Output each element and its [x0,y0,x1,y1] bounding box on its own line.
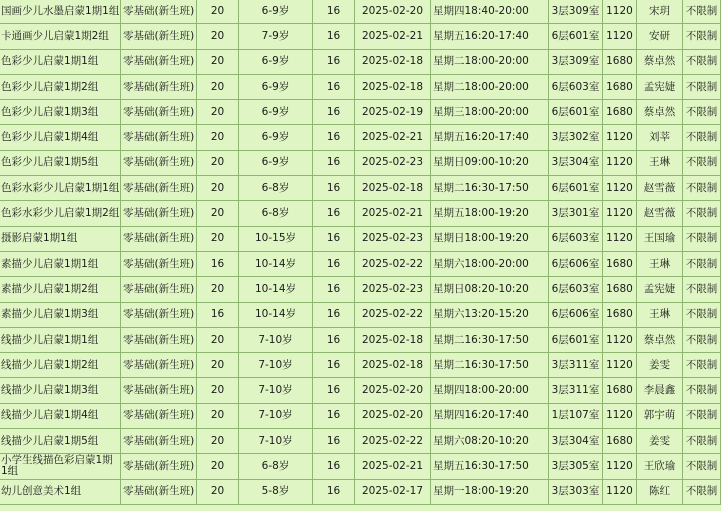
cell-course-name: 线描少儿启蒙1期1组 [0,327,121,352]
cell-course-name: 素描少儿启蒙1期3组 [0,302,121,327]
cell-teacher: 王国瑜 [637,226,683,251]
cell-limit: 不限制 [683,226,721,251]
cell-sessions: 16 [313,327,355,352]
cell-start-date: 2025-02-19 [355,100,431,125]
cell-capacity: 20 [197,201,239,226]
cell-start-date: 2025-02-23 [355,226,431,251]
cell-sessions: 16 [313,125,355,150]
cell-start-date: 2025-02-18 [355,74,431,99]
table-row [0,201,721,226]
cell-sessions: 16 [313,49,355,74]
cell-age-range: 5-8岁 [239,479,313,504]
cell-schedule: 星期五18:00-19:20 [431,201,549,226]
cell-fee: 1680 [603,49,637,74]
cell-fee: 1120 [603,403,637,428]
cell-fee: 1120 [603,201,637,226]
cell-schedule: 星期四16:20-17:40 [431,403,549,428]
cell-sessions: 16 [313,226,355,251]
cell-capacity: 20 [197,429,239,454]
cell-capacity: 20 [197,353,239,378]
cell-sessions: 16 [313,378,355,403]
cell-capacity: 16 [197,302,239,327]
cell-course-name: 色彩少儿启蒙1期1组 [0,49,121,74]
cell-age-range: 6-9岁 [239,49,313,74]
cell-teacher: 赵雪薇 [637,176,683,201]
cell-teacher: 陈红 [637,479,683,504]
cell-capacity: 20 [197,454,239,479]
cell-course-name: 色彩水彩少儿启蒙1期2组 [0,201,121,226]
cell-level: 零基础(新生班) [121,74,197,99]
cell-classroom: 3层304室 [549,429,603,454]
cell-course-name: 幼儿创意美术1组 [0,479,121,504]
cell-schedule: 星期四18:40-20:00 [431,0,549,24]
cell-limit: 不限制 [683,353,721,378]
cell-limit: 不限制 [683,327,721,352]
table-row [0,302,721,327]
cell-age-range: 7-10岁 [239,429,313,454]
cell-course-name: 色彩水彩少儿启蒙1期1组 [0,176,121,201]
cell-teacher: 孟宪婕 [637,277,683,302]
table-row [0,24,721,49]
cell-level: 零基础(新生班) [121,150,197,175]
cell-course-name: 线描少儿启蒙1期4组 [0,403,121,428]
cell-teacher: 王琳 [637,302,683,327]
cell-level: 零基础(新生班) [121,24,197,49]
cell-course-name: 卡通画少儿启蒙1期2组 [0,24,121,49]
cell-start-date: 2025-02-20 [355,403,431,428]
cell-limit: 不限制 [683,74,721,99]
cell-sessions: 16 [313,100,355,125]
cell-capacity: 20 [197,378,239,403]
cell-start-date: 2025-02-20 [355,378,431,403]
cell-classroom: 3层301室 [549,201,603,226]
cell-course-name: 色彩少儿启蒙1期5组 [0,150,121,175]
cell-schedule: 星期二18:00-20:00 [431,74,549,99]
cell-course-name: 线描少儿启蒙1期3组 [0,378,121,403]
cell-schedule: 星期日09:00-10:20 [431,150,549,175]
cell-schedule: 星期二18:00-20:00 [431,49,549,74]
cell-start-date: 2025-02-18 [355,353,431,378]
cell-limit: 不限制 [683,378,721,403]
cell-fee: 1120 [603,150,637,175]
cell-teacher: 王琳 [637,251,683,276]
cell-start-date: 2025-02-23 [355,150,431,175]
table-row [0,0,721,24]
cell-sessions: 16 [313,0,355,24]
cell-teacher: 姜雯 [637,429,683,454]
cell-fee: 1680 [603,251,637,276]
cell-fee: 1120 [603,353,637,378]
cell-start-date: 2025-02-21 [355,125,431,150]
cell-start-date: 2025-02-18 [355,327,431,352]
cell-course-name: 小学生线描色彩启蒙1期1组 [0,454,121,479]
cell-teacher: 赵雪薇 [637,201,683,226]
cell-teacher: 蔡卓然 [637,100,683,125]
table-row [0,125,721,150]
cell-classroom: 3层302室 [549,125,603,150]
cell-teacher: 蔡卓然 [637,327,683,352]
cell-fee: 1680 [603,378,637,403]
table-row [0,150,721,175]
cell-schedule: 星期三18:00-20:00 [431,100,549,125]
cell-fee: 1680 [603,277,637,302]
cell-limit: 不限制 [683,150,721,175]
cell-sessions: 16 [313,353,355,378]
cell-teacher: 王琳 [637,150,683,175]
cell-start-date: 2025-02-22 [355,429,431,454]
table-row [0,49,721,74]
cell-level: 零基础(新生班) [121,454,197,479]
cell-classroom: 3层309室 [549,49,603,74]
cell-capacity: 20 [197,150,239,175]
cell-start-date: 2025-02-18 [355,49,431,74]
cell-teacher: 宋玥 [637,0,683,24]
table-row [0,378,721,403]
cell-start-date: 2025-02-22 [355,251,431,276]
cell-limit: 不限制 [683,125,721,150]
cell-fee: 1120 [603,454,637,479]
cell-capacity: 20 [197,125,239,150]
cell-age-range: 6-9岁 [239,125,313,150]
cell-sessions: 16 [313,74,355,99]
cell-schedule: 星期六08:20-10:20 [431,429,549,454]
cell-sessions: 16 [313,201,355,226]
cell-course-name: 线描少儿启蒙1期2组 [0,353,121,378]
cell-schedule: 星期五16:30-17:50 [431,454,549,479]
cell-start-date: 2025-02-22 [355,302,431,327]
cell-classroom: 6层603室 [549,226,603,251]
cell-capacity: 20 [197,327,239,352]
cell-schedule: 星期一18:00-19:20 [431,479,549,504]
cell-level: 零基础(新生班) [121,176,197,201]
cell-start-date: 2025-02-21 [355,454,431,479]
cell-sessions: 16 [313,454,355,479]
cell-age-range: 7-10岁 [239,378,313,403]
cell-schedule: 星期六13:20-15:20 [431,302,549,327]
cell-schedule: 星期五16:20-17:40 [431,125,549,150]
cell-schedule: 星期日18:00-19:20 [431,226,549,251]
cell-classroom: 6层601室 [549,176,603,201]
cell-schedule: 星期二16:30-17:50 [431,176,549,201]
cell-capacity: 20 [197,74,239,99]
cell-fee: 1680 [603,429,637,454]
cell-schedule: 星期六18:00-20:00 [431,251,549,276]
cell-capacity: 20 [197,176,239,201]
cell-limit: 不限制 [683,24,721,49]
cell-level: 零基础(新生班) [121,403,197,428]
cell-limit: 不限制 [683,479,721,504]
cell-course-name: 色彩少儿启蒙1期4组 [0,125,121,150]
cell-sessions: 16 [313,176,355,201]
table-row [0,479,721,504]
cell-age-range: 6-9岁 [239,150,313,175]
cell-start-date: 2025-02-21 [355,24,431,49]
cell-course-name: 国画少儿水墨启蒙1期1组 [0,0,121,24]
cell-fee: 1120 [603,327,637,352]
cell-level: 零基础(新生班) [121,302,197,327]
cell-teacher: 蔡卓然 [637,49,683,74]
cell-teacher: 李晨鑫 [637,378,683,403]
cell-start-date: 2025-02-17 [355,479,431,504]
cell-classroom: 6层601室 [549,327,603,352]
table-row [0,74,721,99]
cell-limit: 不限制 [683,201,721,226]
cell-limit: 不限制 [683,454,721,479]
cell-classroom: 3层311室 [549,378,603,403]
cell-schedule: 星期二16:30-17:50 [431,327,549,352]
cell-age-range: 7-10岁 [239,353,313,378]
cell-sessions: 16 [313,429,355,454]
cell-teacher: 王欣瑜 [637,454,683,479]
cell-limit: 不限制 [683,302,721,327]
table-row [0,226,721,251]
cell-schedule: 星期五16:20-17:40 [431,24,549,49]
cell-age-range: 6-9岁 [239,0,313,24]
cell-capacity: 20 [197,100,239,125]
cell-sessions: 16 [313,24,355,49]
cell-schedule: 星期二16:30-17:50 [431,353,549,378]
cell-fee: 1680 [603,100,637,125]
cell-capacity: 20 [197,226,239,251]
cell-limit: 不限制 [683,429,721,454]
cell-course-name: 线描少儿启蒙1期5组 [0,429,121,454]
cell-level: 零基础(新生班) [121,327,197,352]
cell-sessions: 16 [313,150,355,175]
cell-limit: 不限制 [683,277,721,302]
cell-fee: 1120 [603,0,637,24]
cell-age-range: 6-8岁 [239,176,313,201]
table-row [0,251,721,276]
cell-level: 零基础(新生班) [121,378,197,403]
cell-course-name: 素描少儿启蒙1期2组 [0,277,121,302]
cell-teacher: 姜雯 [637,353,683,378]
cell-fee: 1120 [603,479,637,504]
cell-age-range: 7-10岁 [239,327,313,352]
cell-classroom: 6层603室 [549,74,603,99]
table-row [0,454,721,479]
cell-fee: 1120 [603,176,637,201]
cell-course-name: 摄影启蒙1期1组 [0,226,121,251]
cell-start-date: 2025-02-18 [355,176,431,201]
cell-age-range: 10-14岁 [239,277,313,302]
cell-age-range: 10-14岁 [239,251,313,276]
table-row [0,353,721,378]
cell-classroom: 6层606室 [549,302,603,327]
cell-level: 零基础(新生班) [121,429,197,454]
cell-age-range: 6-8岁 [239,201,313,226]
cell-sessions: 16 [313,302,355,327]
cell-classroom: 6层601室 [549,24,603,49]
cell-level: 零基础(新生班) [121,277,197,302]
table-row [0,100,721,125]
cell-capacity: 20 [197,24,239,49]
cell-age-range: 7-10岁 [239,403,313,428]
table-row [0,403,721,428]
cell-capacity: 16 [197,251,239,276]
cell-limit: 不限制 [683,49,721,74]
cell-fee: 1120 [603,125,637,150]
cell-classroom: 3层309室 [549,0,603,24]
cell-teacher: 郭宇萌 [637,403,683,428]
cell-schedule: 星期日08:20-10:20 [431,277,549,302]
cell-start-date: 2025-02-23 [355,277,431,302]
table-row [0,327,721,352]
cell-age-range: 6-9岁 [239,100,313,125]
cell-level: 零基础(新生班) [121,0,197,24]
table-row [0,176,721,201]
cell-limit: 不限制 [683,251,721,276]
cell-capacity: 20 [197,49,239,74]
cell-age-range: 7-9岁 [239,24,313,49]
cell-age-range: 10-15岁 [239,226,313,251]
cell-limit: 不限制 [683,0,721,24]
cell-limit: 不限制 [683,403,721,428]
cell-course-name: 素描少儿启蒙1期1组 [0,251,121,276]
cell-classroom: 6层601室 [549,100,603,125]
cell-classroom: 6层606室 [549,251,603,276]
cell-sessions: 16 [313,277,355,302]
cell-course-name: 色彩少儿启蒙1期2组 [0,74,121,99]
cell-fee: 1680 [603,74,637,99]
cell-level: 零基础(新生班) [121,479,197,504]
cell-fee: 1120 [603,24,637,49]
cell-classroom: 3层311室 [549,353,603,378]
cell-level: 零基础(新生班) [121,100,197,125]
cell-teacher: 刘莘 [637,125,683,150]
cell-capacity: 20 [197,403,239,428]
cell-age-range: 6-9岁 [239,74,313,99]
table-row [0,429,721,454]
cell-capacity: 20 [197,277,239,302]
cell-level: 零基础(新生班) [121,251,197,276]
cell-level: 零基础(新生班) [121,125,197,150]
cell-classroom: 6层603室 [549,277,603,302]
cell-limit: 不限制 [683,100,721,125]
cell-level: 零基础(新生班) [121,353,197,378]
cell-capacity: 20 [197,0,239,24]
cell-teacher: 孟宪婕 [637,74,683,99]
cell-sessions: 16 [313,251,355,276]
cell-age-range: 6-8岁 [239,454,313,479]
cell-start-date: 2025-02-21 [355,201,431,226]
cell-classroom: 3层303室 [549,479,603,504]
cell-fee: 1680 [603,302,637,327]
cell-classroom: 1层107室 [549,403,603,428]
cell-level: 零基础(新生班) [121,226,197,251]
cell-fee: 1120 [603,226,637,251]
cell-sessions: 16 [313,403,355,428]
cell-sessions: 16 [313,479,355,504]
cell-age-range: 10-14岁 [239,302,313,327]
cell-start-date: 2025-02-20 [355,0,431,24]
cell-capacity: 20 [197,479,239,504]
table-row [0,277,721,302]
cell-level: 零基础(新生班) [121,201,197,226]
cell-course-name: 色彩少儿启蒙1期3组 [0,100,121,125]
cell-teacher: 安研 [637,24,683,49]
cell-classroom: 3层305室 [549,454,603,479]
cell-level: 零基础(新生班) [121,49,197,74]
cell-classroom: 3层304室 [549,150,603,175]
cell-schedule: 星期四18:00-20:00 [431,378,549,403]
cell-limit: 不限制 [683,176,721,201]
